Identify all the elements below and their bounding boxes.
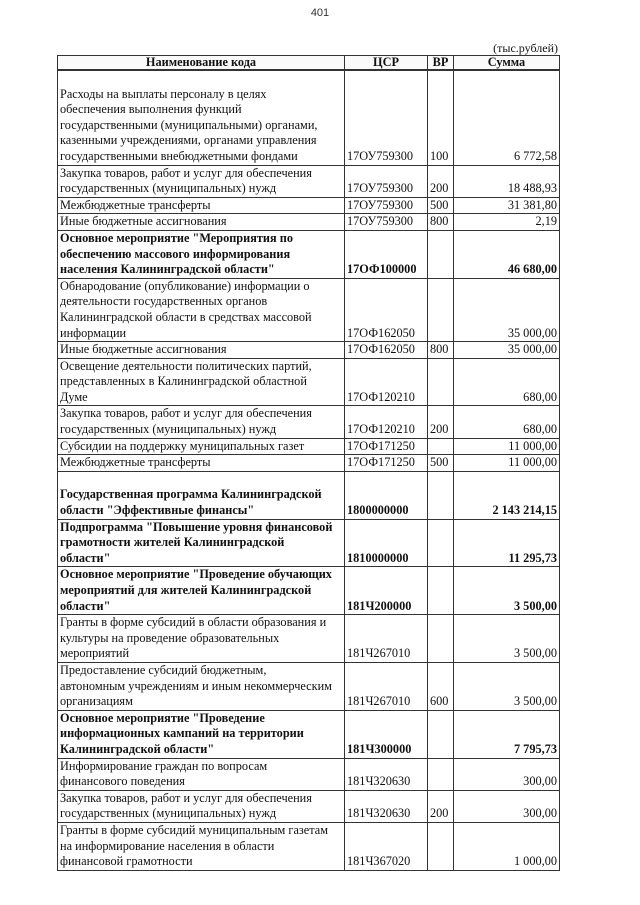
row-csr: 17ОФ162050 bbox=[345, 342, 428, 359]
header-vr: ВР bbox=[428, 56, 454, 71]
table-row bbox=[58, 165, 560, 197]
row-vr: 500 bbox=[428, 197, 454, 214]
budget-table bbox=[57, 55, 560, 871]
row-sum: 3 500,00 bbox=[454, 615, 560, 663]
row-csr: 17ОФ162050 bbox=[345, 278, 428, 341]
row-csr: 17ОФ171250 bbox=[345, 455, 428, 472]
row-name: Иные бюджетные ассигнования bbox=[58, 214, 345, 231]
row-vr bbox=[428, 710, 454, 758]
row-vr: 800 bbox=[428, 214, 454, 231]
table-row bbox=[58, 790, 560, 822]
row-vr bbox=[428, 438, 454, 455]
row-sum: 18 488,93 bbox=[454, 165, 560, 197]
row-name: Расходы на выплаты персоналу в целях обеспечения выполнения функций государственными (муниципальными) органами, казенными учреждениями, органами управления государственными внебюджетными фондами bbox=[58, 70, 345, 165]
row-vr: 100 bbox=[428, 70, 454, 165]
row-vr bbox=[428, 471, 454, 519]
row-vr bbox=[428, 278, 454, 341]
row-sum: 3 500,00 bbox=[454, 567, 560, 615]
table-row bbox=[58, 70, 560, 165]
header-sum: Сумма bbox=[454, 56, 560, 71]
row-sum: 2,19 bbox=[454, 214, 560, 231]
row-sum: 7 795,73 bbox=[454, 710, 560, 758]
table-row bbox=[58, 230, 560, 278]
row-csr: 181Ч267010 bbox=[345, 662, 428, 710]
row-csr: 17ОФ120210 bbox=[345, 358, 428, 406]
row-name: Межбюджетные трансферты bbox=[58, 455, 345, 472]
table-row bbox=[58, 197, 560, 214]
table-row bbox=[58, 278, 560, 341]
row-name: Закупка товаров, работ и услуг для обеспечения государственных (муниципальных) нужд bbox=[58, 165, 345, 197]
row-vr bbox=[428, 358, 454, 406]
row-vr bbox=[428, 519, 454, 567]
row-csr: 17ОУ759300 bbox=[345, 165, 428, 197]
row-sum: 11 000,00 bbox=[454, 438, 560, 455]
row-vr: 200 bbox=[428, 406, 454, 438]
header-name: Наименование кода bbox=[58, 56, 345, 71]
row-sum: 300,00 bbox=[454, 790, 560, 822]
row-csr: 181Ч367020 bbox=[345, 822, 428, 870]
row-sum: 31 381,80 bbox=[454, 197, 560, 214]
table-row bbox=[58, 822, 560, 870]
row-sum: 46 680,00 bbox=[454, 230, 560, 278]
row-csr: 181Ч267010 bbox=[345, 615, 428, 663]
row-vr bbox=[428, 822, 454, 870]
row-sum: 680,00 bbox=[454, 406, 560, 438]
row-name: Закупка товаров, работ и услуг для обеспечения государственных (муниципальных) нужд bbox=[58, 406, 345, 438]
row-vr: 200 bbox=[428, 165, 454, 197]
row-sum: 300,00 bbox=[454, 758, 560, 790]
row-name: Обнародование (опубликование) информации о деятельности государственных органов Калининградской области в средствах массовой информации bbox=[58, 278, 345, 341]
row-name: Информирование граждан по вопросам финансового поведения bbox=[58, 758, 345, 790]
row-csr: 1810000000 bbox=[345, 519, 428, 567]
table-row bbox=[58, 214, 560, 231]
row-sum: 6 772,58 bbox=[454, 70, 560, 165]
units-label: (тыс.рублей) bbox=[493, 41, 558, 55]
table-row bbox=[58, 662, 560, 710]
row-csr: 17ОУ759300 bbox=[345, 197, 428, 214]
row-sum: 3 500,00 bbox=[454, 662, 560, 710]
table-header-row bbox=[58, 56, 560, 71]
row-name: Межбюджетные трансферты bbox=[58, 197, 345, 214]
table-row bbox=[58, 471, 560, 519]
table-row bbox=[58, 455, 560, 472]
table-row bbox=[58, 758, 560, 790]
row-vr: 600 bbox=[428, 662, 454, 710]
row-name: Гранты в форме субсидий в области образования и культуры на проведение образовательных мероприятий bbox=[58, 615, 345, 663]
row-sum: 2 143 214,15 bbox=[454, 471, 560, 519]
row-vr: 800 bbox=[428, 342, 454, 359]
row-csr: 1800000000 bbox=[345, 471, 428, 519]
row-csr: 17ОФ171250 bbox=[345, 438, 428, 455]
row-name: Субсидии на поддержку муниципальных газет bbox=[58, 438, 345, 455]
table-row bbox=[58, 567, 560, 615]
row-csr: 17ОУ759300 bbox=[345, 70, 428, 165]
row-name: Предоставление субсидий бюджетным, автономным учреждениям и иным некоммерческим организациям bbox=[58, 662, 345, 710]
row-sum: 35 000,00 bbox=[454, 278, 560, 341]
table-row bbox=[58, 406, 560, 438]
row-csr: 181Ч320630 bbox=[345, 758, 428, 790]
row-name: Основное мероприятие "Проведение обучающих мероприятий для жителей Калининградской области" bbox=[58, 567, 345, 615]
row-name: Подпрограмма "Повышение уровня финансовой грамотности жителей Калининградской области" bbox=[58, 519, 345, 567]
row-name: Основное мероприятие "Мероприятия по обеспечению массового информирования населения Калининградской области" bbox=[58, 230, 345, 278]
row-vr: 500 bbox=[428, 455, 454, 472]
row-vr: 200 bbox=[428, 790, 454, 822]
row-csr: 17ОУ759300 bbox=[345, 214, 428, 231]
row-vr bbox=[428, 758, 454, 790]
table-row bbox=[58, 342, 560, 359]
row-vr bbox=[428, 615, 454, 663]
table-row bbox=[58, 438, 560, 455]
table-row bbox=[58, 710, 560, 758]
row-name: Закупка товаров, работ и услуг для обеспечения государственных (муниципальных) нужд bbox=[58, 790, 345, 822]
row-sum: 1 000,00 bbox=[454, 822, 560, 870]
row-name: Иные бюджетные ассигнования bbox=[58, 342, 345, 359]
page-number: 401 bbox=[310, 7, 330, 19]
row-vr bbox=[428, 230, 454, 278]
table-row bbox=[58, 519, 560, 567]
row-sum: 11 295,73 bbox=[454, 519, 560, 567]
table-row bbox=[58, 358, 560, 406]
row-csr: 181Ч300000 bbox=[345, 710, 428, 758]
row-name: Государственная программа Калининградской области "Эффективные финансы" bbox=[58, 471, 345, 519]
row-csr: 181Ч320630 bbox=[345, 790, 428, 822]
row-name: Гранты в форме субсидий муниципальным газетам на информирование населения в области финансовой грамотности bbox=[58, 822, 345, 870]
row-vr bbox=[428, 567, 454, 615]
row-sum: 11 000,00 bbox=[454, 455, 560, 472]
row-sum: 680,00 bbox=[454, 358, 560, 406]
row-sum: 35 000,00 bbox=[454, 342, 560, 359]
table-row bbox=[58, 615, 560, 663]
row-csr: 17ОФ100000 bbox=[345, 230, 428, 278]
row-csr: 17ОФ120210 bbox=[345, 406, 428, 438]
row-name: Основное мероприятие "Проведение информационных кампаний на территории Калининградской области" bbox=[58, 710, 345, 758]
header-csr: ЦСР bbox=[345, 56, 428, 71]
row-name: Освещение деятельности политических партий, представленных в Калининградской областной Думе bbox=[58, 358, 345, 406]
row-csr: 181Ч200000 bbox=[345, 567, 428, 615]
